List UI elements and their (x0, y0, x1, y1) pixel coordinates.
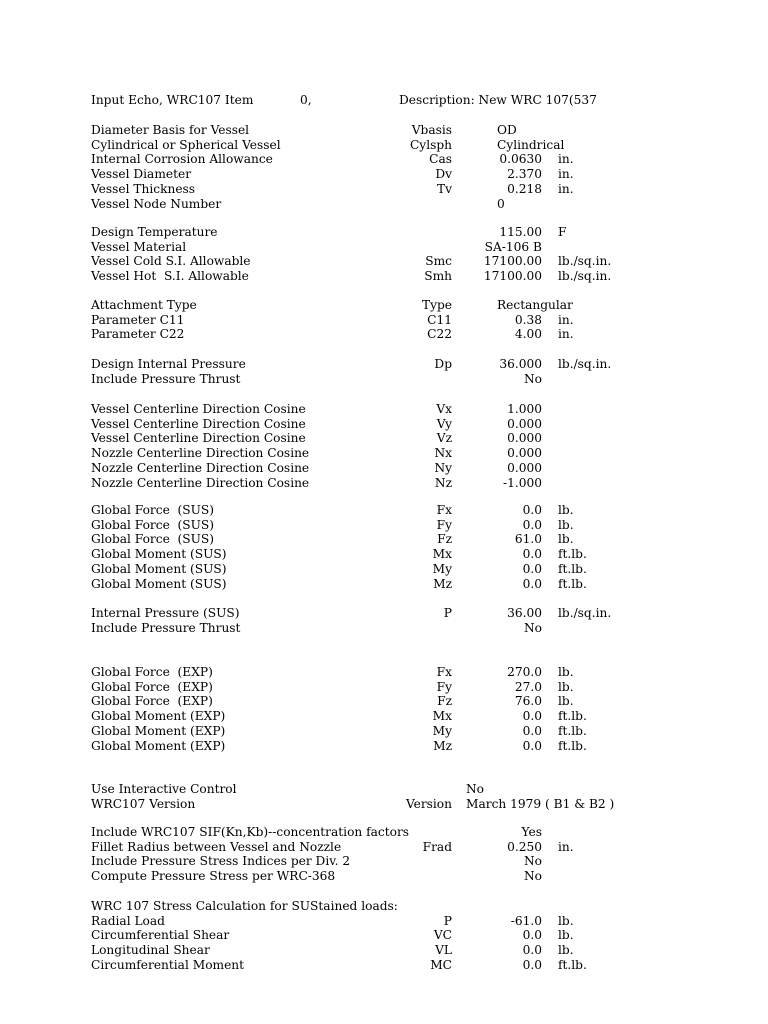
parameter-description: Vessel Diameter (91, 167, 192, 182)
parameter-variable: Dp (434, 357, 452, 371)
parameter-value: 61.0 (514, 532, 542, 547)
parameter-value: 0.0 (522, 517, 542, 532)
parameter-variable: Nx (434, 446, 452, 461)
parameter-unit: ft.lb. (558, 576, 587, 591)
parameter-description: Fillet Radius between Vessel and Nozzle (91, 839, 342, 854)
parameter-description: Include Pressure Thrust (91, 371, 241, 386)
parameter-description: Vessel Thickness (91, 181, 196, 196)
parameter-unit: in. (558, 152, 574, 167)
parameter-description: Vessel Hot S.I. Allowable (91, 269, 249, 284)
parameter-unit: lb. (558, 665, 574, 679)
parameter-description: Global Force (EXP) (91, 679, 213, 694)
parameter-value: 0.000 (507, 416, 542, 431)
parameter-description: Nozzle Centerline Direction Cosine (91, 460, 310, 475)
parameter-variable: Version (405, 796, 452, 811)
parameter-description: Longitudinal Shear (91, 943, 210, 958)
parameter-value: 0.0 (522, 738, 542, 753)
parameter-description: Global Moment (SUS) (91, 576, 227, 591)
parameter-description: Global Force (SUS) (91, 532, 215, 547)
header-item-number: 0, (300, 93, 312, 107)
parameter-description: Global Moment (EXP) (91, 723, 226, 738)
parameter-description: Nozzle Centerline Direction Cosine (91, 446, 310, 461)
parameter-unit: lb. (558, 679, 574, 694)
parameter-description: Global Moment (EXP) (91, 738, 226, 753)
parameter-description: Diameter Basis for Vessel (91, 123, 250, 137)
parameter-variable: Fx (436, 665, 452, 679)
parameter-unit: lb. (558, 913, 574, 928)
parameter-description: Vessel Centerline Direction Cosine (91, 416, 306, 431)
parameter-description: Global Force (SUS) (91, 503, 215, 517)
parameter-variable: Dv (435, 167, 452, 182)
parameter-description: Compute Pressure Stress per WRC-368 (91, 869, 336, 884)
parameter-description: Global Moment (EXP) (91, 709, 226, 724)
parameter-value: SA-106 B (484, 239, 542, 254)
parameter-description: Parameter C22 (91, 327, 185, 342)
parameter-description: Vessel Centerline Direction Cosine (91, 431, 306, 446)
parameter-unit: in. (558, 839, 574, 854)
parameter-unit: ft.lb. (558, 723, 587, 738)
parameter-variable: Mx (432, 547, 452, 562)
parameter-variable: Vbasis (411, 123, 452, 137)
parameter-variable: Smc (425, 254, 452, 269)
parameter-value: 0.250 (507, 839, 542, 854)
header-label: Input Echo, WRC107 Item (91, 93, 254, 107)
parameter-value: 0.38 (514, 312, 542, 327)
parameter-description: Global Moment (SUS) (91, 547, 227, 562)
parameter-value: No (523, 869, 542, 884)
parameter-variable: MC (430, 957, 452, 972)
parameter-variable: My (432, 561, 452, 576)
parameter-variable: Type (421, 298, 452, 312)
parameter-description: Attachment Type (91, 298, 197, 312)
parameter-variable: Ny (434, 460, 452, 475)
parameter-value: 0.218 (507, 181, 542, 196)
parameter-description: Parameter C11 (91, 312, 185, 327)
parameter-variable: P (443, 913, 452, 928)
parameter-unit: ft.lb. (558, 561, 587, 576)
parameter-value: 0.0 (522, 561, 542, 576)
parameter-description: Vessel Centerline Direction Cosine (91, 402, 306, 416)
parameter-value: 1.000 (507, 402, 542, 416)
parameter-description: Vessel Cold S.I. Allowable (91, 254, 251, 269)
parameter-description: Include Pressure Thrust (91, 620, 241, 635)
parameter-unit: in. (558, 181, 574, 196)
input-echo-header (0, 93, 597, 108)
parameter-variable: Mz (433, 738, 452, 753)
header-description: Description: New WRC 107(537 (399, 93, 597, 107)
parameter-value: 270.0 (507, 665, 542, 679)
parameter-description: Internal Pressure (SUS) (91, 606, 240, 620)
parameter-value: 76.0 (514, 694, 542, 709)
parameter-value: 36.00 (507, 606, 542, 620)
parameter-value: 2.370 (507, 167, 542, 182)
parameter-variable: Fz (437, 694, 452, 709)
parameter-description: Circumferential Shear (91, 928, 230, 943)
parameter-description: Global Moment (SUS) (91, 561, 227, 576)
parameter-value: No (523, 371, 542, 386)
parameter-unit: lb. (558, 694, 574, 709)
parameter-value: 0 (497, 196, 505, 211)
parameter-variable: Nz (434, 475, 452, 490)
parameter-variable: My (432, 723, 452, 738)
parameter-variable: Fy (436, 679, 452, 694)
parameter-unit: ft.lb. (558, 709, 587, 724)
parameter-value: 36.000 (499, 357, 542, 371)
parameter-value: 0.0 (522, 503, 542, 517)
parameter-unit: lb./sq.in. (558, 269, 612, 284)
parameter-description: Global Force (EXP) (91, 665, 213, 679)
parameter-description: Nozzle Centerline Direction Cosine (91, 475, 310, 490)
parameter-description: WRC107 Version (91, 796, 196, 811)
parameter-description: Global Force (SUS) (91, 517, 215, 532)
parameter-value: Rectangular (497, 298, 573, 312)
parameter-unit: in. (558, 167, 574, 182)
parameter-unit: lb. (558, 517, 574, 532)
parameter-description: Include Pressure Stress Indices per Div. 2 (91, 854, 351, 869)
parameter-value: 27.0 (514, 679, 542, 694)
parameter-value: Yes (521, 825, 542, 839)
parameter-value: 0.0 (522, 723, 542, 738)
parameter-value: 0.000 (507, 460, 542, 475)
parameter-value: 0.0 (522, 957, 542, 972)
parameter-value: 0.0 (522, 547, 542, 562)
parameter-description: Design Temperature (91, 225, 218, 239)
parameter-description: WRC 107 Stress Calculation for SUStained loads: (91, 899, 398, 913)
parameter-description: Global Force (EXP) (91, 694, 213, 709)
parameter-description: Include WRC107 SIF(Kn,Kb)--concentration factors (91, 825, 410, 839)
parameter-variable: Tv (436, 181, 452, 196)
parameter-variable: Mx (432, 709, 452, 724)
parameter-value: 17100.00 (483, 254, 542, 269)
parameter-variable: VL (435, 943, 452, 958)
parameter-variable: Fy (436, 517, 452, 532)
parameter-value: 0.0 (522, 709, 542, 724)
parameter-description: Vessel Material (91, 239, 187, 254)
parameter-unit: ft.lb. (558, 547, 587, 562)
parameter-value: 0.0 (522, 928, 542, 943)
parameter-variable: Vz (436, 431, 452, 446)
parameter-value: 0.0 (522, 943, 542, 958)
parameter-value: 0.0630 (499, 152, 542, 167)
parameter-unit: in. (558, 327, 574, 342)
parameter-unit: lb. (558, 943, 574, 958)
parameter-unit: lb./sq.in. (558, 254, 612, 269)
parameter-value: 4.00 (514, 327, 542, 342)
parameter-variable: Smh (424, 269, 452, 284)
parameter-variable: Fx (436, 503, 452, 517)
parameter-value: No (523, 620, 542, 635)
parameter-variable: C11 (427, 312, 452, 327)
parameter-unit: in. (558, 312, 574, 327)
parameter-variable: P (443, 606, 452, 620)
parameter-value: 0.000 (507, 446, 542, 461)
parameter-variable: Frad (422, 839, 452, 854)
parameter-value: No (466, 782, 485, 796)
parameter-description: Internal Corrosion Allowance (91, 152, 273, 167)
parameter-description: Circumferential Moment (91, 957, 245, 972)
parameter-unit: lb. (558, 532, 574, 547)
parameter-unit: F (558, 225, 567, 239)
parameter-unit: lb. (558, 503, 574, 517)
parameter-value: 0.0 (522, 576, 542, 591)
parameter-value: -1.000 (502, 475, 542, 490)
parameter-value: March 1979 ( B1 & B2 ) (466, 796, 615, 811)
parameter-value: -61.0 (510, 913, 542, 928)
parameter-description: Cylindrical or Spherical Vessel (91, 137, 281, 152)
parameter-description: Vessel Node Number (91, 196, 222, 211)
parameter-value: Cylindrical (497, 137, 565, 152)
parameter-description: Radial Load (91, 913, 165, 928)
parameter-description: Design Internal Pressure (91, 357, 246, 371)
parameter-unit: lb./sq.in. (558, 357, 612, 371)
parameter-variable: Cas (429, 152, 452, 167)
parameter-variable: Vy (436, 416, 452, 431)
parameter-variable: Mz (433, 576, 452, 591)
parameter-variable: C22 (427, 327, 452, 342)
parameter-variable: Vx (436, 402, 452, 416)
parameter-unit: lb. (558, 928, 574, 943)
parameter-value: OD (497, 123, 517, 137)
parameter-variable: Fz (437, 532, 452, 547)
parameter-value: No (523, 854, 542, 869)
parameter-value: 17100.00 (483, 269, 542, 284)
parameter-variable: Cylsph (409, 137, 452, 152)
parameter-value: 0.000 (507, 431, 542, 446)
parameter-unit: ft.lb. (558, 738, 587, 753)
parameter-unit: lb./sq.in. (558, 606, 612, 620)
parameter-variable: VC (433, 928, 452, 943)
parameter-unit: ft.lb. (558, 957, 587, 972)
parameter-description: Use Interactive Control (91, 782, 237, 796)
parameter-value: 115.00 (499, 225, 542, 239)
